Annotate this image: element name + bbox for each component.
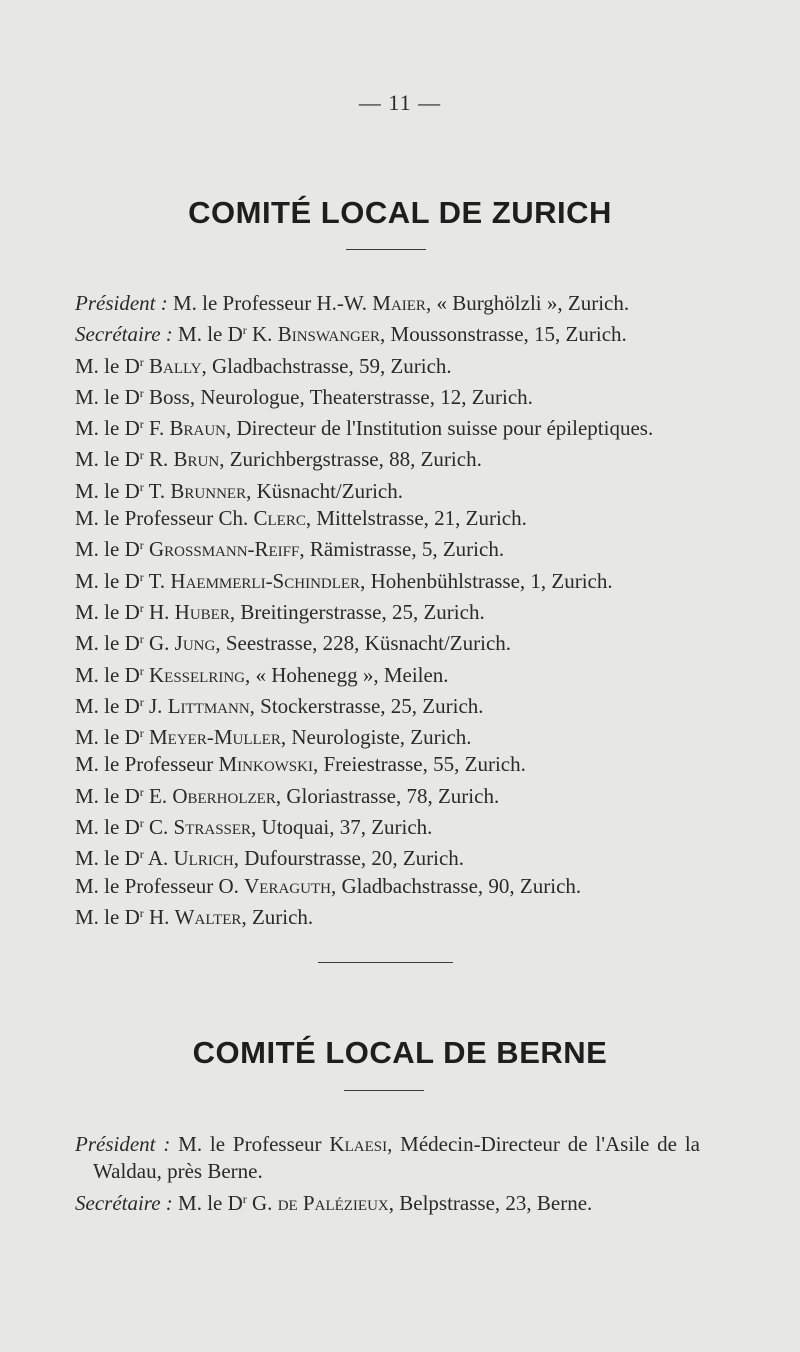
member-detail: T. [148,478,166,503]
member-entry [75,380,700,411]
member-name: Strasser [173,815,252,840]
member-address: , Gloriastrasse, 78, Zurich. [275,783,500,808]
member-name: Littmann [167,693,250,718]
member-entry [75,532,700,563]
member-address: , Neurologiste, Zurich. [280,725,472,750]
member-name: Huber [174,599,230,624]
member-title: M. le D [75,662,140,687]
member-name: Ulrich [173,846,234,871]
member-entry [75,720,700,751]
berne-member-list [75,1131,700,1217]
member-entry [75,505,700,532]
member-name: Walter [174,904,242,929]
member-role: Secrétaire : [75,322,173,347]
member-detail: H. [149,599,170,624]
member-title: M. le D [75,783,140,808]
member-address: , Küsnacht/Zurich. [246,478,403,503]
member-detail: G. [252,1190,273,1215]
title-superscript: r [139,569,144,584]
member-title: M. le D [75,447,140,472]
member-entry [75,349,700,380]
member-title: M. le Professeur O. [75,873,239,898]
member-title: M. le D [75,478,140,503]
berne-committee-heading: COMITÉ LOCAL DE BERNE [192,1035,608,1070]
member-name: Brunner [170,478,247,503]
title-superscript: r [139,694,144,709]
member-title: M. le D [75,599,140,624]
member-address: , Stockerstrasse, 25, Zurich. [249,693,484,718]
member-address: , Zurichbergstrasse, 88, Zurich. [219,447,482,472]
title-superscript: r [242,1191,247,1206]
member-address: , Médecin-Directeur de l'Asile de la Waldau, près Berne. [93,1132,700,1184]
member-entry [75,564,700,595]
member-title: M. le D [75,815,140,840]
member-address: , « Hohenegg », Meilen. [245,662,449,687]
member-role: Secrétaire : [75,1190,173,1215]
member-entry [75,779,700,810]
member-address: , Directeur de l'Institution suisse pour épileptiques. [226,416,654,441]
member-title: M. le Professeur [178,1132,322,1156]
member-title: M. le D [75,416,140,441]
title-superscript: r [139,663,144,678]
member-address: , Belpstrasse, 23, Berne. [388,1190,593,1215]
member-entry [75,751,700,778]
member-name: Braun [169,416,227,441]
member-entry [75,1131,700,1186]
page-number: — 11 — [358,90,442,115]
member-title: M. le D [75,353,140,378]
member-detail: G. [149,631,170,656]
member-title: M. le D [75,725,140,750]
member-name: Meyer-Muller [149,725,281,750]
member-title: M. le Professeur H.-W. [172,291,368,315]
member-address: , Utoquai, 37, Zurich. [251,815,433,840]
member-entry [75,810,700,841]
title-superscript: r [139,600,144,615]
section-divider [318,962,453,963]
member-name: Klaesi [329,1132,388,1156]
member-entry [75,900,700,931]
member-title: M. le D [75,904,140,929]
member-detail: J. [149,693,163,718]
member-address: , Breitingerstrasse, 25, Zurich. [229,599,485,624]
member-title: M. le D [75,537,140,562]
title-superscript: r [139,448,144,463]
member-name: Bally [149,353,202,378]
member-address: , Gladbachstrasse, 59, Zurich. [201,353,452,378]
member-role: Président : [75,1132,171,1156]
member-title: M. le D [75,384,140,409]
member-address: , Rämistrasse, 5, Zurich. [299,537,505,562]
title-superscript: r [139,905,144,920]
member-entry [75,1186,700,1217]
member-address: , Seestrasse, 228, Küsnacht/Zurich. [215,631,512,656]
member-entry [75,442,700,473]
member-address: , Dufourstrasse, 20, Zurich. [233,846,465,871]
zurich-committee-heading: COMITÉ LOCAL DE ZURICH [188,195,612,230]
title-superscript: r [139,632,144,647]
member-name: Grossmann-Reiff [149,537,300,562]
title-superscript: r [139,417,144,432]
member-detail: Boss, Neurologue, Theaterstrasse, 12, Zurich. [149,384,533,409]
zurich-member-list [75,290,700,931]
member-address: , Mittelstrasse, 21, Zurich. [305,506,527,531]
member-title: M. le D [178,1190,243,1215]
member-address: , Zurich. [241,904,314,929]
title-superscript: r [139,816,144,831]
member-name: Clerc [253,506,306,531]
member-address: , « Burghölzli », Zurich. [425,291,630,315]
member-name: Minkowski [218,752,313,777]
member-entry [75,411,700,442]
member-detail: C. [149,815,169,840]
member-detail: T. [148,568,166,593]
member-address: , Moussonstrasse, 15, Zurich. [380,322,627,347]
member-name: Veraguth [244,873,331,898]
member-title: M. le Professeur Ch. [75,506,249,531]
member-detail: E. [149,783,168,808]
member-entry [75,658,700,689]
heading-rule [344,1090,424,1091]
member-name: Binswanger [277,322,381,347]
member-entry [75,626,700,657]
member-entry [75,474,700,505]
member-entry [75,689,700,720]
member-entry [75,290,700,317]
title-superscript: r [139,479,144,494]
title-superscript: r [242,323,247,338]
member-name: Kesselring [149,662,246,687]
member-name: Brun [173,447,220,472]
title-superscript: r [139,726,144,741]
title-superscript: r [139,847,144,862]
member-entry [75,595,700,626]
member-entry [75,841,700,872]
member-entry [75,317,700,348]
member-address: , Freiestrasse, 55, Zurich. [312,752,526,777]
member-title: M. le D [75,568,140,593]
member-title: M. le D [75,693,140,718]
heading-rule [346,249,426,250]
member-detail: H. [149,904,170,929]
member-name: de Palézieux [277,1190,389,1215]
member-title: M. le D [178,322,243,347]
member-detail: A. [147,846,169,871]
title-superscript: r [139,354,144,369]
member-name: Oberholzer [172,783,276,808]
title-superscript: r [139,385,144,400]
member-title: M. le D [75,631,140,656]
member-title: M. le D [75,846,140,871]
member-entry [75,873,700,900]
member-name: Maier [372,291,426,315]
member-name: Haemmerli-Schindler [170,568,361,593]
member-role: Président : [75,291,168,315]
member-address: , Hohenbühlstrasse, 1, Zurich. [360,568,613,593]
member-detail: K. [252,322,273,347]
member-name: Jung [174,631,216,656]
member-title: M. le Professeur [75,752,214,777]
title-superscript: r [139,538,144,553]
member-address: , Gladbachstrasse, 90, Zurich. [330,873,582,898]
member-detail: R. [149,447,169,472]
member-detail: F. [149,416,165,441]
title-superscript: r [139,784,144,799]
